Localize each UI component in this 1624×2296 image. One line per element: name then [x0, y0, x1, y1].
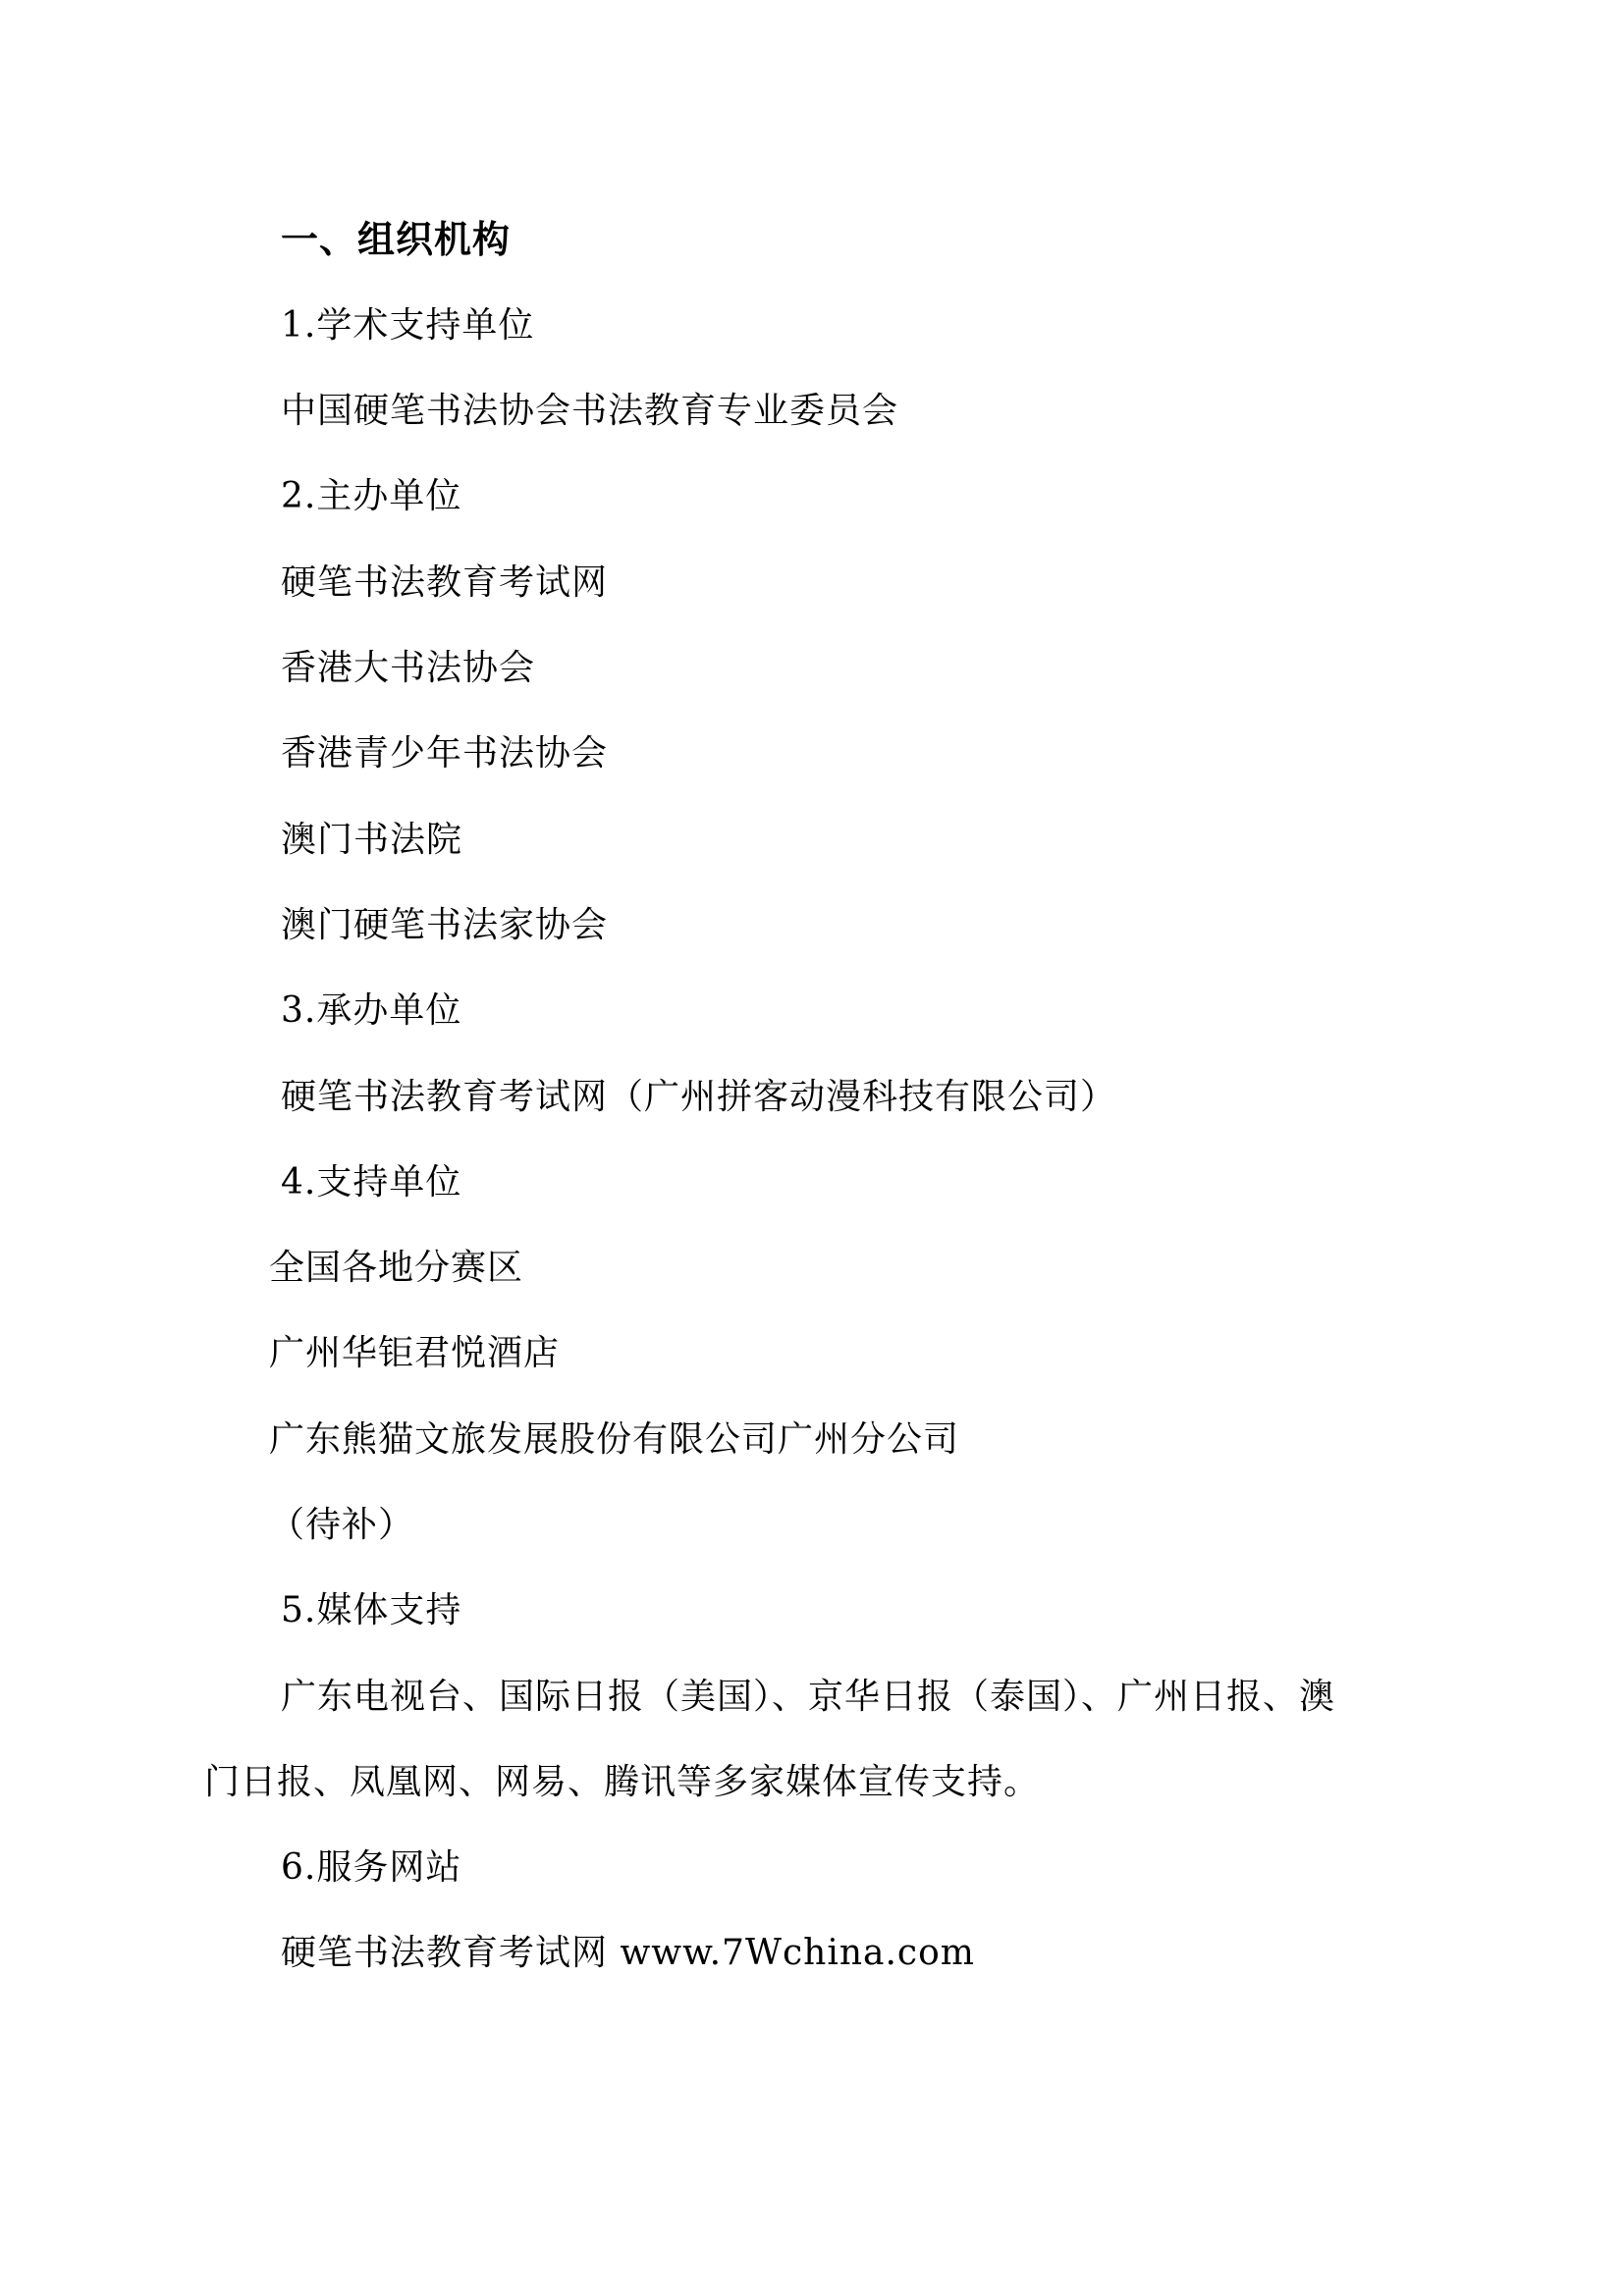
section4-item: （待补）	[269, 1505, 415, 1545]
section2-item: 硬笔书法教育考试网	[281, 562, 609, 603]
section4-item: 广州华钜君悦酒店	[269, 1333, 561, 1373]
section2-item: 香港大书法协会	[281, 648, 536, 688]
section5-title: 5.媒体支持	[281, 1590, 462, 1630]
section1-item: 中国硬笔书法协会书法教育专业委员会	[281, 391, 899, 431]
section5-paragraph-line1: 广东电视台、国际日报（美国）、京华日报（泰国）、广州日报、澳	[281, 1677, 1336, 1717]
section4-item: 广东熊猫文旅发展股份有限公司广州分公司	[269, 1419, 960, 1460]
section4-title: 4.支持单位	[281, 1162, 462, 1202]
section6-item: 硬笔书法教育考试网 www.7Wchina.com	[281, 1933, 975, 1973]
section3-title: 3.承办单位	[281, 990, 462, 1031]
section2-item: 澳门硬笔书法家协会	[281, 905, 609, 945]
section4-item: 全国各地分赛区	[269, 1248, 524, 1288]
section5-paragraph-line2: 门日报、凤凰网、网易、腾讯等多家媒体宣传支持。	[204, 1762, 1041, 1802]
section1-title: 1.学术支持单位	[281, 305, 535, 346]
section2-item: 香港青少年书法协会	[281, 733, 609, 774]
section6-title: 6.服务网站	[281, 1847, 462, 1888]
section2-item: 澳门书法院	[281, 820, 463, 860]
section3-item: 硬笔书法教育考试网（广州拼客动漫科技有限公司）	[281, 1077, 1117, 1117]
section-heading: 一、组织机构	[281, 218, 512, 261]
section2-title: 2.主办单位	[281, 476, 462, 516]
